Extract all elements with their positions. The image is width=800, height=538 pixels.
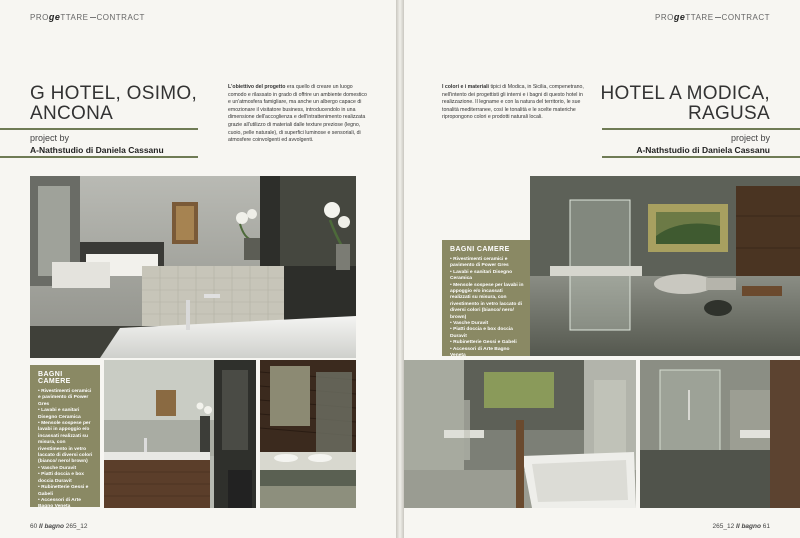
list-item: • Lavabi e sanitari Disegno Ceramica — [450, 270, 524, 283]
list-item: • Mensole sospese per lavabi in appoggio e/o incassati realizzati su misura, con rivestimento in vetro laccato di diversi colori (bianco/ nero/ brown) — [38, 421, 94, 466]
left-info-box — [30, 365, 100, 510]
issue-number-right: 265_12 — [712, 523, 735, 530]
section-tag-right — [655, 12, 770, 22]
page-number-left: 60 — [30, 523, 38, 530]
author-name: A-Nathstudio di Daniela Cassanu — [30, 145, 164, 155]
left-body-lead: L'obiettivo del progetto — [228, 84, 286, 90]
wood-bathroom-photo — [260, 360, 356, 508]
left-info-box-list — [38, 389, 94, 511]
section-tag-strong: ge — [48, 12, 61, 22]
list-item: • Rivestimenti ceramici e pavimento di Power Gres — [450, 257, 524, 270]
right-title-line-2: RAGUSA — [687, 103, 770, 124]
right-info-box-title: BAGNI CAMERE — [450, 246, 510, 253]
list-item: • Accessori di Arte Bagno Veneta — [450, 347, 524, 360]
list-item: • Mensole sospese per lavabi in appoggio e/o incassati realizzati su misura, con rivestimento in vetro laccato di diversi colori (bianco/ nero/ brown) — [450, 283, 524, 321]
author-name: A-Nathstudio di Daniela Cassanu — [636, 145, 770, 155]
right-credit-bar — [602, 128, 800, 158]
list-item: • Accessori di Arte Bagno Veneta — [38, 498, 94, 511]
list-item: • Vasche Duravit — [450, 321, 524, 327]
right-title — [600, 84, 770, 124]
right-title-line-1: HOTEL A MODICA, — [600, 83, 770, 104]
list-item: • Lavabi e sanitari Disegno Ceramica — [38, 408, 94, 421]
project-by-label: project by — [730, 133, 770, 143]
section-tag-left — [30, 12, 145, 22]
section-tag-suffix: CONTRACT — [721, 13, 770, 22]
right-body-text — [442, 84, 586, 122]
list-item: • Piatti doccia e box doccia Duravit — [450, 327, 524, 340]
section-tag-middle: TTARE — [685, 13, 714, 22]
left-photo-wood-bath — [260, 360, 356, 508]
section-tag-suffix: CONTRACT — [96, 13, 145, 22]
spine-gutter — [396, 0, 404, 538]
list-item: • Vasche Duravit — [38, 466, 94, 472]
right-photo-shower — [640, 360, 800, 508]
list-item: • Piatti doccia e box doccia Duravit — [38, 472, 94, 485]
suite-render-photo — [530, 176, 800, 356]
bathroom-tub-render-photo — [404, 360, 636, 508]
left-main-photo — [30, 176, 356, 358]
left-title — [30, 84, 197, 124]
left-body-copy: era quello di creare un luogo comodo e rilassato in grado di offrire un ambiente domestico e un'atmosfera famigliare, ma anche un albergo capace di emozionare il visitatore business, introducendolo in una dimensione dell'accoglienza e dell'intrattenimento realizzata grazie all'utilizzo di materiali dalle texture preziose (legno, cuoio, pelle naturale), di superfici luminose e sensoriali, di atmosfere coinvolgenti ed avvolgenti. — [228, 84, 367, 144]
right-folio — [713, 523, 770, 530]
right-main-render — [530, 176, 800, 356]
project-by-label: project by — [30, 133, 70, 143]
right-photo-bathtub — [404, 360, 636, 508]
list-item: • Rubinetterie Gessi e Gabeli — [38, 485, 94, 498]
right-body-lead: I colori e i materiali — [442, 84, 489, 90]
list-item: • Rivestimenti ceramici e pavimento di Power Gres — [38, 389, 94, 408]
issue-number-left: 265_12 — [65, 523, 88, 530]
left-credit-bar — [0, 128, 198, 158]
right-body-copy: tipici di Modica, in Sicilia, compenetrano, nell'intento dei progettisti gli interni e i bagni di questo hotel in realizzazione. Il legname e con la natura del territorio, le sue tonalità mediterranee, così le tonalità e le scelte materiche ripropongono colori e prodotti naturali locali. — [442, 84, 584, 121]
section-tag-middle: TTARE — [60, 13, 89, 22]
section-tag-prefix: PRO — [655, 13, 674, 22]
bathroom-vanity-photo — [104, 360, 256, 508]
right-info-box — [442, 240, 530, 359]
left-page — [0, 0, 396, 538]
right-info-box-list — [450, 257, 524, 360]
list-item: • Rubinetterie Gessi e Gabeli — [450, 340, 524, 346]
shower-render-photo — [640, 360, 800, 508]
magazine-name-right: Il bagno — [736, 523, 761, 530]
page-number-right: 61 — [762, 523, 770, 530]
left-folio — [30, 523, 87, 530]
right-page — [404, 0, 800, 538]
left-title-line-2: ANCONA — [30, 103, 114, 124]
magazine-name-left: Il bagno — [39, 523, 64, 530]
left-title-line-1: G HOTEL, OSIMO, — [30, 83, 198, 104]
section-tag-strong: ge — [673, 12, 686, 22]
left-body-text — [228, 84, 368, 145]
left-info-box-title: BAGNI CAMERE — [38, 371, 71, 385]
hotel-room-bathtub-photo — [30, 176, 356, 358]
section-tag-prefix: PRO — [30, 13, 49, 22]
left-photo-vanity — [104, 360, 256, 508]
